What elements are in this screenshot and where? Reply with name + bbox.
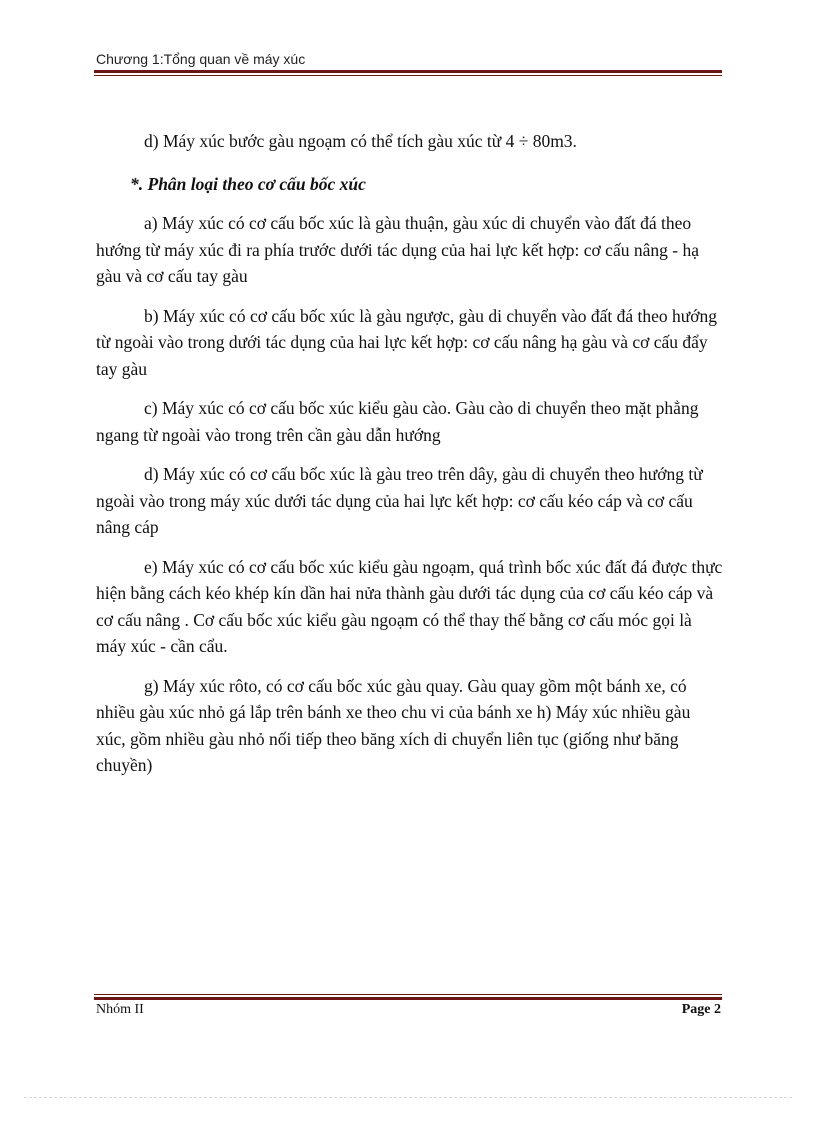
header-rule-thick: [94, 70, 722, 73]
paragraph-c: c) Máy xúc có cơ cấu bốc xúc kiểu gàu cào. Gàu cào di chuyển theo mặt phẳng ngang từ ngoài vào trong trên cần gàu dẫn hướng: [96, 398, 699, 445]
page-header-title: Chương 1:Tổng quan về máy xúc: [96, 51, 306, 67]
footer-rule-thin: [94, 994, 722, 995]
footer-rule-thick: [94, 997, 722, 1000]
paragraph-d: d) Máy xúc có cơ cấu bốc xúc là gàu treo trên dây, gàu di chuyển theo hướng từ ngoài vào trong máy xúc dưới tác dụng của hai lực kết hợp: cơ cấu kéo cáp và cơ cấu nâng cáp: [96, 464, 703, 537]
section-heading: *. Phân loại theo cơ cấu bốc xúc: [130, 173, 366, 194]
document-body: [96, 128, 724, 779]
header-rule-thin: [94, 75, 722, 76]
header-rule: [94, 70, 722, 76]
paragraph-e: e) Máy xúc có cơ cấu bốc xúc kiểu gàu ngoạm, quá trình bốc xúc đất đá được thực hiện bằng cách kéo khép kín dần hai nửa thành gàu dưới tác dụng của cơ cấu kéo cáp và cơ cấu nâng . Cơ cấu bốc xúc kiểu gàu ngoạm có thể thay thế bằng cơ cấu móc gọi là máy xúc - cần cẩu.: [96, 556, 723, 656]
page-bottom-edge: [24, 1097, 792, 1098]
footer-page-number: Page 2: [681, 1002, 721, 1017]
paragraph-g: g) Máy xúc rôto, có cơ cấu bốc xúc gàu quay. Gàu quay gồm một bánh xe, có nhiều gàu xúc nhỏ gá lắp trên bánh xe theo chu vi của bánh xe h) Máy xúc nhiều gàu xúc, gồm nhiều gàu nhỏ nối tiếp theo băng xích di chuyển liên tục (giống như băng chuyền): [96, 675, 691, 775]
footer-rule: [94, 994, 722, 1000]
paragraph-a: a) Máy xúc có cơ cấu bốc xúc là gàu thuận, gàu xúc di chuyển vào đất đá theo hướng từ máy xúc đi ra phía trước dưới tác dụng của hai lực kết hợp: cơ cấu nâng - hạ gàu và cơ cấu tay gàu: [96, 213, 699, 286]
footer-group-name: Nhóm II: [96, 1002, 144, 1017]
paragraph-d-volume: d) Máy xúc bước gàu ngoạm có thể tích gàu xúc từ 4 ÷ 80m3.: [144, 131, 577, 151]
paragraph-b: b) Máy xúc có cơ cấu bốc xúc là gàu ngược, gàu di chuyển vào đất đá theo hướng từ ngoài vào trong dưới tác dụng của hai lực kết hợp: cơ cấu nâng hạ gàu và cơ cấu đẩy tay gàu: [96, 305, 718, 379]
